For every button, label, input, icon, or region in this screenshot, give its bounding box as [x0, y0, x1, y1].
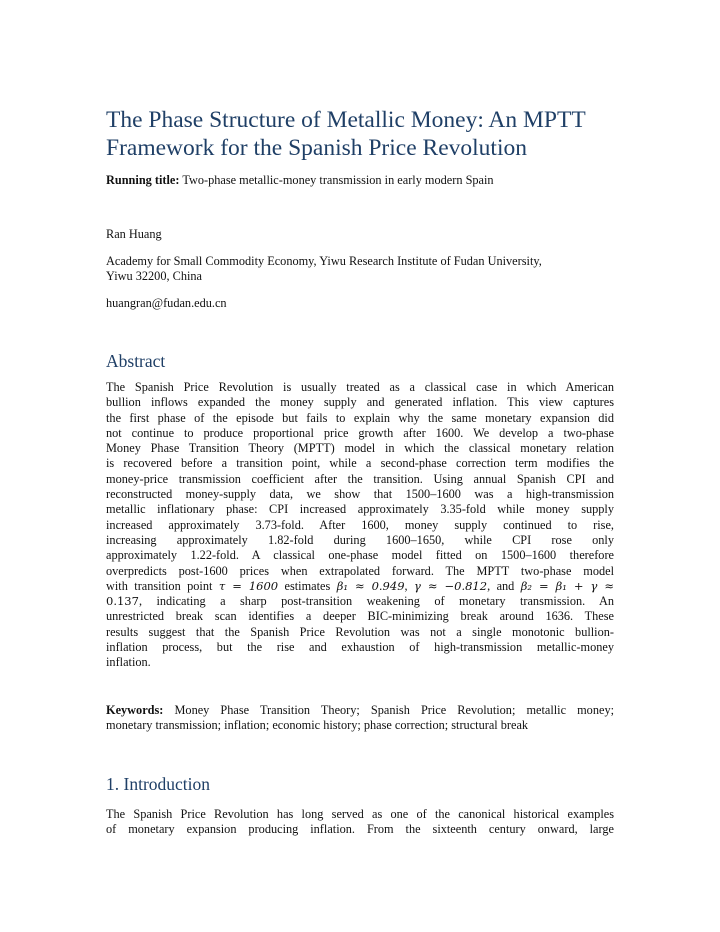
abstract-line: money-price transmission coefficient after the transition. Using annual Spanish CPI and	[106, 471, 614, 486]
abstract-line: inflation process, but the rise and exhaustion of high-transmission metallic-money	[106, 640, 614, 655]
abstract-line: is recovered before a transition point, while a second-phase correction term modifies the	[106, 456, 614, 471]
abstract-line: increased approximately 3.73-fold. After 1600, money supply continued to rise,	[106, 517, 614, 532]
introduction-heading: 1. Introduction	[106, 774, 211, 794]
paper-title	[106, 106, 626, 162]
author-name: Ran Huang	[106, 227, 162, 241]
beta2-formula: β₂ = β₁ + γ ≈	[520, 578, 615, 593]
affiliation-line-1: Academy for Small Commodity Economy, Yiwu Research Institute of Fudan University,	[106, 254, 542, 268]
abstract-line: bullion inflows expanded the money supply and generated inflation. This view captures	[106, 395, 614, 410]
intro-line: The Spanish Price Revolution has long served as one of the canonical historical examples	[106, 807, 614, 821]
title-line-2: Framework for the Spanish Price Revolution	[106, 135, 527, 161]
affiliation-line-2: Yiwu 32200, China	[106, 269, 202, 283]
abstract-line: Money Phase Transition Theory (MPTT) model in which the classical monetary relation	[106, 441, 614, 456]
title-line-1: The Phase Structure of Metallic Money: An MPTT	[106, 107, 586, 133]
abstract-line: not continue to produce proportional price growth after 1600. We develop a two-phase	[106, 425, 614, 440]
abstract-heading: Abstract	[106, 351, 166, 371]
and-word: and	[496, 578, 515, 593]
abstract-line: inflation.	[106, 655, 151, 670]
abstract-line: the first phase of the episode but fails to explain why the same monetary expansion did	[106, 410, 614, 425]
abstract-line: overpredicts post-1600 prices when extrapolated forward. The MPTT two-phase model	[106, 563, 614, 578]
keywords-line-2: monetary transmission; inflation; economic history; phase correction; structural break	[106, 718, 529, 733]
estimates-word: estimates	[284, 578, 331, 593]
abstract-line: unrestricted break scan identifies a deeper BIC-minimizing break around 1636. These	[106, 609, 614, 624]
keywords	[106, 703, 614, 734]
tau-formula: τ = 1600	[218, 578, 279, 593]
abstract-body	[106, 380, 614, 671]
formula-prefix: with transition point	[106, 578, 213, 593]
abstract-continuation: , indicating a sharp post-transition weakening of monetary transmission. An	[138, 594, 614, 609]
beta2-value: 0.137	[106, 594, 139, 609]
abstract-line: approximately 1.22-fold. A classical one-phase model fitted on 1500–1600 therefore	[106, 548, 614, 563]
gamma-formula: γ ≈ −0.812	[414, 578, 488, 593]
abstract-line: increasing approximately 1.82-fold during 1600–1650, while CPI rose only	[106, 532, 614, 547]
author-affiliation	[106, 254, 614, 284]
running-title-text: Two-phase metallic-money transmission in early modern Spain	[182, 173, 494, 187]
abstract-line: metallic inflationary phase: CPI increased approximately 3.35-fold while money supply	[106, 502, 614, 517]
beta1-formula: β₁ ≈ 0.949	[336, 578, 405, 593]
running-title	[106, 173, 494, 188]
running-title-label: Running title:	[106, 173, 180, 187]
intro-line: of monetary expansion producing inflation. From the sixteenth century onward, large	[106, 822, 614, 837]
abstract-formula-line: with transition point τ = 1600 estimates β₁ ≈ 0.949, γ ≈ −0.812, and β₂ = β₁ + γ ≈	[106, 578, 615, 593]
introduction-body	[106, 807, 614, 838]
keywords-line-1: Keywords: Money Phase Transition Theory; Spanish Price Revolution; metallic money;	[106, 703, 615, 717]
abstract-line: reconstructed money-supply data, we show that 1500–1600 was a high-transmission	[106, 487, 614, 502]
keywords-label: Keywords:	[106, 703, 164, 717]
abstract-line: results suggest that the Spanish Price Revolution was not a single monotonic bullion-	[106, 624, 614, 639]
abstract-formula-line-2	[106, 594, 614, 609]
abstract-line: The Spanish Price Revolution is usually treated as a classical case in which American	[106, 380, 614, 394]
author-email: huangran@fudan.edu.cn	[106, 296, 227, 310]
